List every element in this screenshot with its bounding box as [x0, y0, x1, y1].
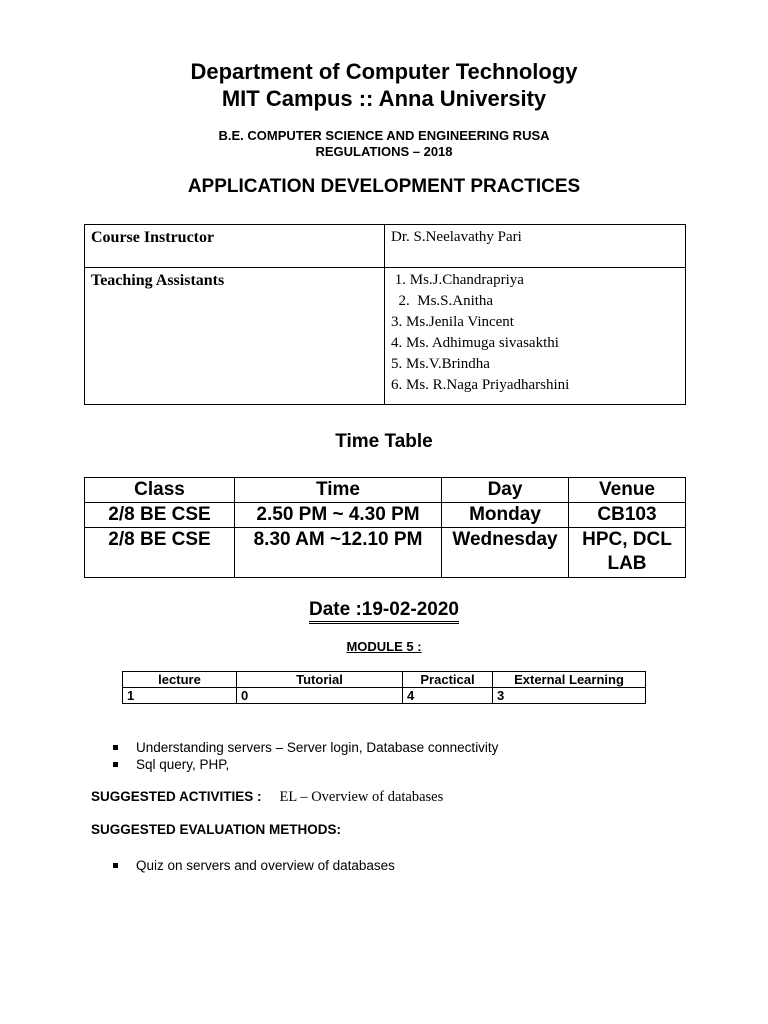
- staff-table: [84, 224, 686, 405]
- activities-value: EL – Overview of databases: [279, 789, 444, 805]
- module-header: lecture: [123, 672, 237, 688]
- assistant-item: 1. Ms.J.Chandrapriya: [391, 272, 524, 288]
- evaluation-label: SUGGESTED EVALUATION METHODS:: [91, 822, 342, 837]
- module-cell: 3: [493, 688, 646, 704]
- table-row: [85, 503, 686, 528]
- assistant-item: 6. Ms. R.Naga Priyadharshini: [391, 377, 570, 393]
- assistant-item: 2. Ms.S.Anitha: [391, 293, 494, 309]
- assistants-cell: [385, 268, 686, 405]
- assistants-label: Teaching Assistants: [85, 268, 385, 405]
- timetable-title: Time Table: [335, 431, 433, 452]
- activities-line: [91, 788, 443, 806]
- timetable-cell: Wednesday: [442, 528, 569, 578]
- table-row: [123, 688, 646, 704]
- date-heading: [0, 599, 768, 621]
- timetable-cell: HPC, DCL LAB: [569, 528, 686, 578]
- course-title: APPLICATION DEVELOPMENT PRACTICES: [187, 176, 581, 197]
- list-item: Understanding servers – Server login, Database connectivity: [113, 739, 498, 756]
- module-cell: 1: [123, 688, 237, 704]
- timetable-header: Class: [85, 478, 235, 503]
- instructor-label: Course Instructor: [85, 225, 385, 268]
- module-table: [122, 671, 646, 704]
- module-cell: 4: [403, 688, 493, 704]
- module-heading: [0, 639, 768, 654]
- timetable-cell: 2/8 BE CSE: [85, 528, 235, 578]
- timetable-cell: Monday: [442, 503, 569, 528]
- campus-title: MIT Campus :: Anna University: [221, 86, 547, 111]
- module-header: External Learning: [493, 672, 646, 688]
- topics-list: [113, 739, 498, 773]
- timetable-header: Time: [235, 478, 442, 503]
- assistant-item: 5. Ms.V.Brindha: [391, 356, 490, 372]
- date-text: Date :19-02-2020: [309, 599, 459, 624]
- assistant-item: 4. Ms. Adhimuga sivasakthi: [391, 335, 559, 351]
- regulations: REGULATIONS – 2018: [315, 144, 453, 159]
- timetable-cell: CB103: [569, 503, 686, 528]
- module-header: Practical: [403, 672, 493, 688]
- timetable-cell: 2.50 PM ~ 4.30 PM: [235, 503, 442, 528]
- assistant-item: 3. Ms.Jenila Vincent: [391, 314, 514, 330]
- module-header: Tutorial: [237, 672, 403, 688]
- timetable-header: Venue: [569, 478, 686, 503]
- evaluation-list: [113, 857, 395, 874]
- timetable-cell: 8.30 AM ~12.10 PM: [235, 528, 442, 578]
- department-title: Department of Computer Technology: [190, 59, 578, 84]
- list-item: Sql query, PHP,: [113, 756, 498, 773]
- module-cell: 0: [237, 688, 403, 704]
- timetable: [84, 477, 686, 578]
- timetable-cell: 2/8 BE CSE: [85, 503, 235, 528]
- list-item: Quiz on servers and overview of databases: [113, 857, 395, 874]
- timetable-header: Day: [442, 478, 569, 503]
- table-row: [85, 528, 686, 578]
- activities-label: SUGGESTED ACTIVITIES :: [91, 789, 262, 804]
- assistants-list: [391, 270, 679, 396]
- program-name: B.E. COMPUTER SCIENCE AND ENGINEERING RUSA: [218, 128, 550, 143]
- instructor-name: Dr. S.Neelavathy Pari: [385, 225, 686, 268]
- module-title: MODULE 5 :: [346, 639, 422, 654]
